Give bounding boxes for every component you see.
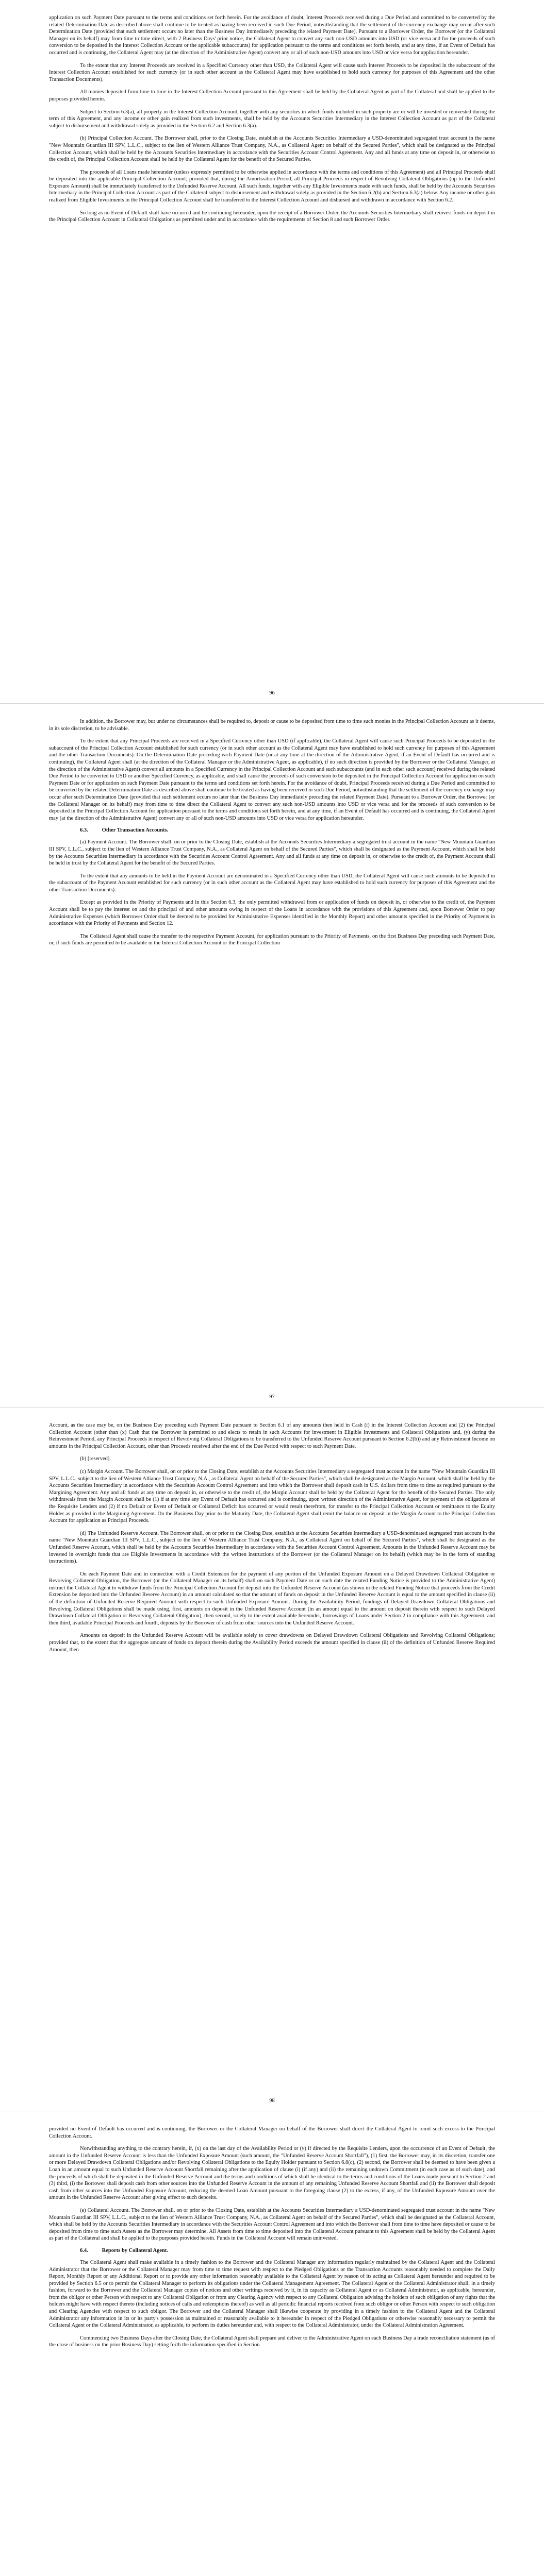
- paragraph: To the extent that any Principal Proceeds are received in a Specified Currency other than USD (if applicable), the Collateral Agent will cause such Principal Proceeds to be deposited in the subaccount of the Principal Collection Account established for such currency (or in such other account as the Collateral Agent may have established to hold such currency for purposes of this Agreement and the other Transaction Documents). On the Determination Date preceding each Payment Date (or at any time at the direction of the Administrative Agent, if an Event of Default has occurred and is continuing), the Collateral Agent shall (at the direction of the Collateral Manager or the Administrative Agent, as applicable), if no such direction is provided by the Borrower or the Collateral Manager, at the direction of the Administrative Agent) convert all amounts in a Specified Currency in the Principal Collection Account and such subaccounts (and in each other such account) received during the related Due Period to be converted to USD or another Specified Currency, as applicable, and shall cause the proceeds of such conversion to be deposited in the Principal Collection Account for application on such Payment Date or for application on such Payment Date pursuant to the terms and conditions set forth herein. For the avoidance of doubt, Principal Proceeds received during a Due Period and committed to be converted by the related Determination Date as described above shall continue to be treated as having been received in such Due Period, notwithstanding that the settlement of the currency exchange may occur after such Determination Date (provided that such settlement occurs no later than the Business Day immediately preceding the related Payment Date). Pursuant to a Borrower Order, the Borrower (or the Collateral Manager on its behalf) may from time to time direct the Collateral Agent to convert any such non-USD amounts into USD or vice versa and for the proceeds of such conversion to be deposited in the Principal Collection Account for application pursuant to the terms and conditions set forth herein, and at any time, if an Event of Default has occurred and is continuing, the Collateral Agent may (at the direction of the Administrative Agent) convert any or all of such non-USD amounts into USD or vice versa for application hereunder.: [49, 738, 495, 821]
- section-number: 6.3.: [80, 827, 88, 834]
- paragraph: The Collateral Agent shall make available in a timely fashion to the Borrower and the Collateral Manager any information regularly maintained by the Collateral Agent and the Collateral Administrator that the Borrower or the Collateral Manager may from time to time request with respect to the Pledged Obligations or the Transaction Accounts reasonably needed to complete the Daily Report, Monthly Report or any Additional Report or to provide any other information reasonably available to the Collateral Agent by reason of its acting as Collateral Agent hereunder and required to be provided by Section 6.5 or to permit the Collateral Manager to perform its obligations under the Collateral Management Agreement. The Collateral Agent or the Collateral Administrator shall, in a timely fashion, forward to the Borrower and the Collateral Manager copies of notices and other writings received by it, in its capacity as Collateral Agent or as Collateral Administrator, as applicable, hereunder, from the obligor or other Person with respect to any Collateral Obligation or from any Clearing Agency with respect to any Collateral Obligation advising the holders of such obligation of any rights that the holders might have with respect thereto (including notices of calls and redemptions thereof) as well as all periodic financial reports received from such obligor or other Person with respect to such obligation and Clearing Agencies with respect to such obligor. The Borrower and the Collateral Manager shall likewise cooperate by providing in a timely fashion to the Collateral Agent and the Collateral Administrator any information in its or its party's possession as maintained or reasonably available to it hereunder in respect of the Pledged Obligations or otherwise reasonably necessary to permit the Collateral Agent or the Collateral Administrator, as applicable, to perform its duties hereunder and, with respect to the Collateral Administrator, under the Collateral Administration Agreement.: [49, 2259, 495, 2329]
- page-body: [49, 1422, 495, 2090]
- paragraph: (c) Margin Account. The Borrower shall, on or prior to the Closing Date, establish at the Accounts Securities Intermediary a segregated trust account in the name "New Mountain Guardian III SPV, L.L.C., subject to the lien of Western Alliance Trust Company, N.A., as Collateral Agent on behalf of the Secured Parties", which shall be designated as the Margin Account, which shall be held by the Accounts Securities Intermediary in accordance with the Securities Account Control Agreement and into which the Borrower shall deposit cash in U.S. dollars from time to time as required pursuant to the Margining Agreement. Any and all funds at any time on deposit in, or otherwise to the credit of, the Margin Account shall be held by the Collateral Agent for the benefit of the Secured Parties. The only withdrawals from the Margin Account shall be (1) if at any time any Event of Default has occurred and is continuing, upon written direction of the Administrative Agent, for payment of the obligations of the Requisite Lenders and (2) if no Default or Event of Default or Collateral Deficit has occurred or would result therefrom, for transfer to the Principal Collection Account or remittance to the Equity Holder as provided in the Margining Agreement. On the Business Day prior to the Maturity Date, the Collateral Agent shall remit the balance on deposit in the Margin Account to the Principal Collection Account for application as Principal Proceeds.: [49, 1468, 495, 1524]
- paragraph: In addition, the Borrower may, but under no circumstances shall be required to, deposit or cause to be deposited from time to time such monies in the Principal Collection Account as it deems, in its sole discretion, to be advisable.: [49, 719, 495, 732]
- section-heading: [80, 827, 495, 833]
- paragraph: Notwithstanding anything to the contrary herein, if, (x) on the last day of the Availability Period or (y) if directed by the Requisite Lenders, upon the occurrence of an Event of Default, the amount in the Unfunded Reserve Account is less than the Unfunded Exposure Amount (such amount, the "Unfunded Reserve Account Shortfall"), (1) first, the Borrower may, in its discretion, transfer one or more Delayed Drawdown Collateral Obligations and/or Revolving Collateral Obligations to the Equity Holder pursuant to Section 6.8(c), (2) second, the Borrower shall be deemed to have been given a Loan in an amount equal to such Unfunded Reserve Account Shortfall remaining after the application of clause (i) (if any) and (ii) the remaining undrawn Commitment (in each case as of such date), and the proceeds of which shall be deposited in the Unfunded Reserve Account and the terms and conditions of which shall be identical to the terms and conditions of the Loans made pursuant to Section 2 and (3) third, (i) the Borrower shall deposit cash from other sources into the Unfunded Reserve Account in the amount of any remaining Unfunded Reserve Account Shortfall and (ii) the Borrower shall deposit cash from other sources into the Unfunded Exposure Account, reducing the deemed Loan Amount pursuant to the foregoing clause (2) to the excess, if any, of the Unfunded Exposure Amount over the amount in the Unfunded Reserve Account after giving effect to such deposits.: [49, 2146, 495, 2201]
- paragraph: (b) Principal Collection Account. The Borrower shall, prior to the Closing Date, establish at the Accounts Securities Intermediary a USD-denominated segregated trust account in the name "New Mountain Guardian III SPV, L.L.C., subject to the lien of Western Alliance Trust Company, N.A., as Collateral Agent on behalf of the Secured Parties", which shall be designated as the Principal Collection Account, which shall be held by the Accounts Securities Intermediary in accordance with the Securities Account Control Agreement. Any and all funds at any time on deposit in, or otherwise to the credit of, the Principal Collection Account shall be held by the Collateral Agent for the benefit of the Secured Parties.: [49, 135, 495, 163]
- paragraph: So long as no Event of Default shall have occurred and be continuing hereunder, upon the receipt of a Borrower Order, the Accounts Securities Intermediary shall reinvest funds on deposit in the Principal Collection Account in Collateral Obligations as permitted under and in accordance with the requirements of Section 8 and such Borrower Order.: [49, 210, 495, 223]
- paragraph: The Collateral Agent shall cause the transfer to the respective Payment Account, for application pursuant to the Priority of Payments, on the first Business Day preceding such Payment Date, or, if such funds are permitted to be available in the Interest Collection Account or the Principal Collection: [49, 933, 495, 946]
- document-page-96: [0, 0, 544, 703]
- section-title: Other Transaction Accounts.: [102, 827, 169, 834]
- page-body: [49, 718, 495, 1386]
- document-page-99: [0, 2111, 544, 2576]
- paragraph: Except as provided in the Priority of Payments and in this Section 6.3, the only permitted withdrawal from or application of funds on deposit in, or otherwise to the credit of, the Payment Account shall be to pay the interest on and the principal of and other amounts owing in respect of the Loans in accordance with the provisions of this Agreement and, upon Borrower Order to pay Administrative Expenses (which Borrower Order shall be deemed to be provided for Administrative Expenses identified in the Monthly Report) and other amounts specified in the Priority of Payments in accordance with the Priority of Payments and Section 12.: [49, 900, 495, 927]
- paragraph: The proceeds of all Loans made hereunder (unless expressly permitted to be otherwise applied in accordance with the terms and conditions of this Agreement) and all Principal Proceeds shall be deposited into the applicable Principal Collection Account; provided that, during the Amortization Period, all Principal Proceeds in respect of Revolving Collateral Obligations (up to the Unfunded Exposure Amount) shall be immediately transferred to the Unfunded Reserve Account. All such funds, together with any Eligible Investments made with such funds, shall be held by the Accounts Securities Intermediary in the Principal Collection Account as part of the Collateral subject to disbursement and withdrawal solely as provided in the Section 6.2(b) and Section 6.3(a) below. Any income or other gain realized from Eligible Investments in the Principal Collection Account shall be transferred to the Interest Collection Account and disbursed and withdrawn in accordance with Section 6.2.: [49, 169, 495, 204]
- paragraph: (e) Collateral Account. The Borrower shall, on or prior to the Closing Date, establish at the Accounts Securities Intermediary a USD-denominated segregated trust account in the name "New Mountain Guardian III SPV, L.L.C., subject to the lien of Western Alliance Trust Company, N.A., as Collateral Agent on behalf of the Secured Parties", which shall be designated as the Collateral Account, which shall be held by the Accounts Securities Intermediary in accordance with the Securities Account Control Agreement and into which the Borrower shall from time to time have deposited or cause to be deposited from time to time such Assets as the Borrower may determine. All Assets from time to time deposited into the Collateral Account pursuant to this Agreement shall be held by the Collateral Agent as part of the Collateral and shall be applied to the purposes provided herein. Funds in the Collateral Account will remain uninvested.: [49, 2207, 495, 2242]
- paragraph: To the extent that any amounts to be held in the Payment Account are denominated in a Specified Currency other than USD, the Collateral Agent will cause such amounts to be deposited in the subaccount of the Payment Account established for such currency (or in such other account as the Collateral Agent may have established to hold such currency for purposes of this Agreement and the other Transaction Documents).: [49, 873, 495, 893]
- paragraph: To the extent that any Interest Proceeds are received in a Specified Currency other than USD, the Collateral Agent will cause such Interest Proceeds to be deposited in the subaccount of the Interest Collection Account established for such currency (or in such other account as the Collateral Agent may have established to hold such currency for purposes of this Agreement and the other Transaction Documents).: [49, 62, 495, 82]
- paragraph: (a) Payment Account. The Borrower shall, on or prior to the Closing Date, establish at the Accounts Securities Intermediary a segregated trust account in the name "New Mountain Guardian III SPV, L.L.C., subject to the lien of Western Alliance Trust Company, N.A., as Collateral Agent on behalf of the Secured Parties", which shall be designated as the Payment Account, which shall be held by the Accounts Securities Intermediary in accordance with the Securities Account Control Agreement. Any and all funds at any time on deposit in, or otherwise to the credit of, the Payment Account shall be held in trust by the Collateral Agent for the benefit of the Secured Parties.: [49, 839, 495, 867]
- paragraph: Subject to Section 6.3(a), all property in the Interest Collection Account, together with any securities in which funds included in such property are or will be invested or reinvested during the term of this Agreement, and any income or other gain realized from such investments, shall be held by the Accounts Securities Intermediary in the Interest Collection Account as part of the Collateral subject to disbursement and withdrawal solely as provided in the Section 6.2 and Section 6.3(a).: [49, 109, 495, 129]
- section-title: Reports by Collateral Agent.: [102, 2247, 168, 2253]
- paragraph: application on such Payment Date pursuant to the terms and conditions set forth herein. For the avoidance of doubt, Interest Proceeds received during a Due Period and committed to be converted by the related Determination Date as described above shall continue to be treated as having been received in such Due Period, notwithstanding that the settlement of the currency exchange may occur after such Determination Date (provided that such settlement occurs no later than the Business Day immediately preceding the related Payment Date). Pursuant to a Borrower Order, the Borrower (or the Collateral Manager on its behalf) may from time to time direct, with 2 Business Days' prior notice, the Collateral Agent to convert any such non-USD amounts into USD (or vice versa and for the proceeds of such conversion to be deposited in the Interest Collection Account or the applicable subaccounts) for application pursuant to the terms and conditions set forth herein, and at any time, if an Event of Default has occurred and is continuing, the Collateral Agent may (at the direction of the Administrative Agent) convert any or all of such non-USD amounts into USD or vice versa for application hereunder.: [49, 15, 495, 56]
- paragraph: (b) [reserved].: [80, 1456, 111, 1462]
- paragraph: Commencing two Business Days after the Closing Date, the Collateral Agent shall prepare and deliver to the Administrative Agent on each Business Day a trade reconciliation statement (as of the close of business on the prior Business Day) setting forth the information specified in Section: [49, 2335, 495, 2348]
- page-number: 97: [269, 1394, 275, 1400]
- page-body: [49, 14, 495, 683]
- section-heading: [80, 2248, 495, 2253]
- section-number: 6.4.: [80, 2247, 88, 2253]
- page-number: 96: [269, 690, 275, 696]
- paragraph: All monies deposited from time to time in the Interest Collection Account pursuant to this Agreement shall be held by the Collateral Agent as part of the Collateral and shall be applied to the purposes provided herein.: [49, 89, 495, 102]
- document-page-98: [0, 1408, 544, 2111]
- page-number: 98: [269, 2098, 275, 2104]
- page-body: [49, 2126, 495, 2576]
- paragraph: Account, as the case may be, on the Business Day preceding each Payment Date pursuant to Section 6.1 of any amounts then held in Cash (i) in the Interest Collection Account and (2) the Principal Collection Account (other than (x) Cash that the Borrower is permitted to and elects to retain in such Accounts for investment in Eligible Investments and Collateral Obligations and, (y) during the Reinvestment Period, any Principal Proceeds in respect of Revolving Collateral Obligations to be transferred to the Unfunded Reserve Account pursuant to Section 6.2(b)) and any Reinvestment Income on amounts in the Principal Collection Account, other than Proceeds received after the end of the Due Period with respect to such Payment Date.: [49, 1422, 495, 1449]
- paragraph: (d) The Unfunded Reserve Account. The Borrower shall, on or prior to the Closing Date, establish at the Accounts Securities Intermediary a USD-denominated segregated trust account in the name "New Mountain Guardian III SPV, L.L.C., subject to the lien of Western Alliance Trust Company, N.A., as Collateral Agent on behalf of the Secured Parties", which shall be designated as the Unfunded Reserve Account, which shall be held by the Accounts Securities Intermediary in accordance with the Securities Account Control Agreement. Amounts in the Unfunded Reserve Account may be invested in overnight funds that are Eligible Investments in accordance with the written instructions of the Borrower (or the Collateral Manager on its behalf) (which may be in the form of standing instructions).: [49, 1530, 495, 1565]
- paragraph: On each Payment Date and in connection with a Credit Extension for the payment of any portion of the Unfunded Exposure Amount on a Delayed Drawdown Collateral Obligation or Revolving Collateral Obligation, the Borrower (or the Collateral Manager on its behalf) shall on such Payment Date or on such date the related Funding Notice is provided to the Administrative Agent) instruct the Collateral Agent to withdraw funds from the Principal Collection Account for deposit into the Unfunded Reserve Account (as shown in the related Funding Notice that proceeds from the Credit Extension be deposited into the Unfunded Reserve Account) in an amount calculated so that the amount of funds on deposit in the Unfunded Reserve Account is equal to the amount specified in clause (ii) of the definition of Unfunded Reserve Required Amount with respect to such Unfunded Exposure Amount. During the Availability Period, fundings of Delayed Drawdown Collateral Obligations and Revolving Collateral Obligations shall be made using, first, amounts on deposit in the Unfunded Reserve Account (in an amount equal to the amount on deposit therein with respect to such Delayed Drawdown Collateral Obligation or Revolving Collateral Obligation), then second, solely to the extent available hereunder, borrowings of Loans under Section 2 in compliance with this Agreement, and then third, available Principal Proceeds and fourth, deposits by the Borrower of cash from other sources into the Unfunded Reserve Account.: [49, 1571, 495, 1626]
- document-page-97: [0, 704, 544, 1407]
- paragraph: provided no Event of Default has occurred and is continuing, the Borrower or the Collateral Manager on behalf of the Borrower shall direct the Collateral Agent to remit such excess to the Principal Collection Account.: [49, 2126, 495, 2139]
- paragraph: Amounts on deposit in the Unfunded Reserve Account will be available solely to cover drawdowns on Delayed Drawdown Collateral Obligations and Revolving Collateral Obligations; provided that, to the extent that the aggregate amount of funds on deposit therein during the Availability Period exceeds the amount specified in clause (ii) of the definition of Unfunded Reserve Required Amount, then: [49, 1633, 495, 1653]
